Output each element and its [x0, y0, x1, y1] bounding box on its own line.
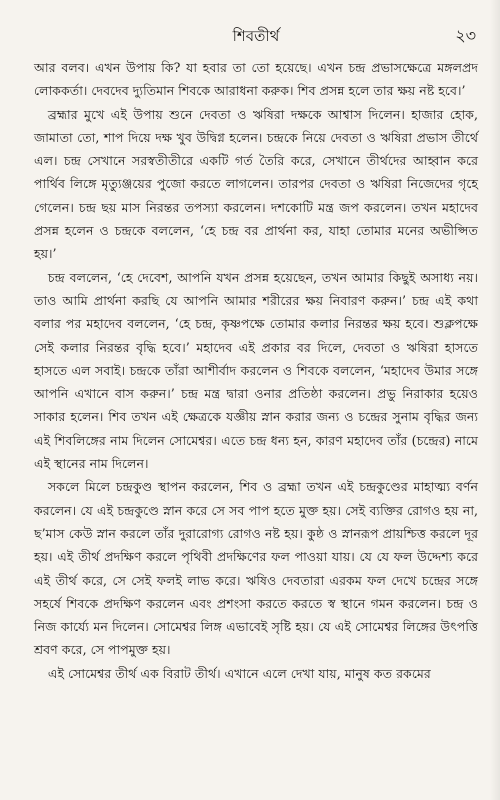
paragraph-continuation: আর বলব। এখন উপায় কি? যা হবার তা তো হয়েছে। এখন চন্দ্র প্রভাসক্ষেত্রে মঙ্গলপ্রদ লোককর্তা। দেবদেব দ্যুতিমান শিবকে আরাধনা করুক। শিব প্রসন্ন হলে তার ক্ষয় নষ্ট হবে।’ — [34, 60, 478, 99]
running-title: শিবতীর্থ — [232, 27, 280, 45]
running-header — [34, 26, 478, 56]
page-number: ২৩ — [455, 26, 476, 45]
paragraph: এই সোমেশ্বর তীর্থ এক বিরাট তীর্থ। এখানে এলে দেখা যায়, মানুষ কত রকমের — [47, 665, 431, 681]
body-text — [34, 56, 478, 685]
paragraph: সকলে মিলে চন্দ্রকুণ্ড স্থাপন করলেন, শিব ও ব্রহ্মা তখন এই চন্দ্রকুণ্ডের মাহাত্ম্য বর্ণন করলেন। যে এই চন্দ্রকুণ্ডে স্নান করে সে সব পাপ হতে মুক্ত হয়। সেই ব্যক্তির রোগও হয় না, ছ’মাস কেউ স্নান করলে তাঁর দুরারোগ্য রোগও নষ্ট হয়। কুষ্ঠ ও স্নানরূপ প্রায়শ্চিত্ত করলে দূর হয়। এই তীর্থ প্রদক্ষিণ করলে পৃথিবী প্রদক্ষিণের ফল পাওয়া যায়। যে যে ফল উদ্দেশ্য করে এই তীর্থ করে, সে সেই ফলই লাভ করে। ঋষিও দেবতারা এরকম ফল দেখে চন্দ্রের সঙ্গে সহর্ষে শিবকে প্রদক্ষিণ করলেন এবং প্রশংসা করতে করতে স্ব স্থানে গমন করলেন। চন্দ্র ও নিজ কার্য্যে মন দিলেন। সোমেশ্বর লিঙ্গ এভাবেই সৃষ্টি হয়। যে এই সোমেশ্বর লিঙ্গের উৎপত্তি শ্রবণ করে, সে পাপমুক্ত হয়। — [34, 479, 478, 658]
paragraph: ব্রহ্মার মুখে এই উপায় শুনে দেবতা ও ঋষিরা দক্ষকে আশ্বাস দিলেন। হাজার হোক, জামাতা তো, শাপ দিয়ে দক্ষ খুব উদ্বিগ্ন হলেন। চন্দ্রকে নিয়ে দেবতা ও ঋষিরা প্রভাস তীর্থে এল। চন্দ্র সেখানে সরস্বতীতীরে একটি গর্ত তৈরি করে, সেখানে তীর্থদের আহ্বান করে পার্থিব লিঙ্গে মৃত্যুঞ্জয়ের পুজো করতে লাগলেন। তারপর দেবতা ও ঋষিরা নিজেদের গৃহে গেলেন। চন্দ্র ছয় মাস নিরন্তর তপস্যা করলেন। দশকোটি মন্ত্র জপ করলেন। তখন মহাদেব প্রসন্ন হলেন ও চন্দ্রকে বললেন, ‘হে চন্দ্র বর প্রার্থনা কর, যাহা তোমার মনের অভীপ্সিত হয়।’ — [34, 106, 478, 262]
paragraph: চন্দ্র বললেন, ‘হে দেবেশ, আপনি যখন প্রসন্ন হয়েছেন, তখন আমার কিছুই অসাধ্য নয়। তাও আমি প্রার্থনা করছি যে আপনি আমার শরীরের ক্ষয় নিবারণ করুন।’ চন্দ্র এই কথা বলার পর মহাদেব বললেন, ‘হে চন্দ্র, কৃষ্ণপক্ষে তোমার কলার নিরন্তর ক্ষয় হবে। শুক্লপক্ষে সেই কলার নিরন্তর বৃদ্ধি হবে।’ মহাদেব এই প্রকার বর দিলে, দেবতা ও ঋষিরা হাসতে হাসতে এল সবাই। চন্দ্রকে তাঁরা আশীর্বাদ করলেন ও শিবকে বললেন, ‘মহাদেব উমার সঙ্গে আপনি এখানে বাস করুন।’ চন্দ্র মন্ত্র দ্বারা ওনার প্রতিষ্ঠা করলেন। প্রভু নিরাকার হয়েও সাকার হলেন। শিব তখন এই ক্ষেত্রকে যজ্ঞীয় স্নান করার জন্য ও চন্দ্রের সুনাম বৃদ্ধির জন্য এই শিবলিঙ্গের নাম দিলেন সোমেশ্বর। এতে চন্দ্র ধন্য হন, কারণ মহাদেব তাঁর (চন্দ্রের) নামে এই স্থানের নাম দিলেন। — [34, 269, 478, 472]
